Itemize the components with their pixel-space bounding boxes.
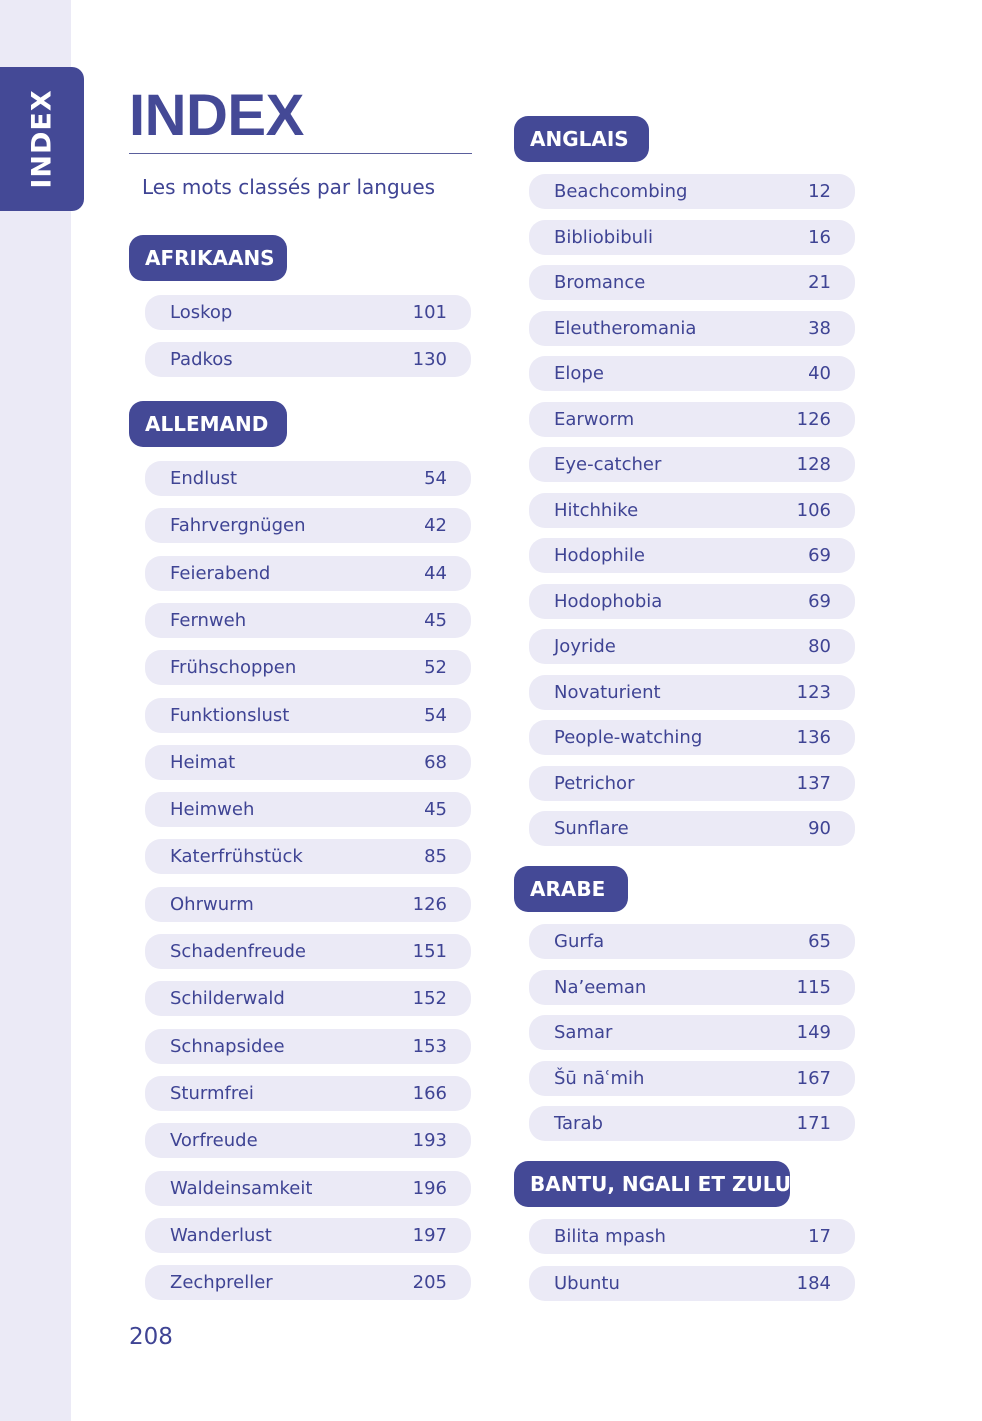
- entry-page-number: 65: [808, 931, 831, 952]
- entry-page-number: 128: [796, 454, 831, 475]
- entry-page-number: 45: [424, 799, 447, 821]
- page-subtitle: Les mots classés par langues: [142, 175, 436, 199]
- entry-page-number: 101: [412, 302, 447, 323]
- index-entry: [145, 792, 471, 827]
- entry-page-number: 90: [808, 818, 831, 839]
- page-number: 208: [129, 1324, 173, 1350]
- entry-page-number: 193: [412, 1130, 447, 1152]
- index-entry: [529, 1061, 855, 1096]
- entry-page-number: 45: [424, 609, 447, 631]
- entry-word: Zechpreller: [170, 1272, 273, 1294]
- index-entry: [529, 1106, 855, 1141]
- entry-word: Šū nāʿmih: [554, 1067, 645, 1089]
- entry-page-number: 126: [412, 893, 447, 915]
- entry-word: Loskop: [170, 302, 233, 323]
- index-entry: [529, 811, 855, 846]
- index-entry: [529, 1266, 855, 1301]
- entry-page-number: 166: [412, 1082, 447, 1104]
- index-entry: [145, 698, 471, 733]
- index-entry: [145, 603, 471, 638]
- index-entry: [529, 447, 855, 482]
- index-entry: [529, 220, 855, 255]
- index-entry: [145, 1171, 471, 1206]
- entry-page-number: 40: [808, 363, 831, 384]
- entry-page-number: 171: [796, 1113, 831, 1134]
- entry-word: Fernweh: [170, 609, 247, 631]
- entry-word: Feierabend: [170, 562, 271, 584]
- index-entry: [529, 584, 855, 619]
- index-entry: [145, 745, 471, 780]
- entry-word: Schnapsidee: [170, 1035, 285, 1057]
- entry-word: Wanderlust: [170, 1224, 272, 1246]
- index-entry: [145, 508, 471, 543]
- index-entry: [529, 924, 855, 959]
- index-entry: [145, 1265, 471, 1300]
- entry-word: Earworm: [554, 408, 635, 430]
- entry-page-number: 21: [808, 272, 831, 293]
- index-entry: [145, 934, 471, 969]
- entry-word: Bilita mpash: [554, 1226, 666, 1247]
- section-heading-arabe: ARABE: [514, 866, 628, 912]
- entry-word: Samar: [554, 1022, 613, 1043]
- entry-word: Waldeinsamkeit: [170, 1177, 313, 1199]
- entry-word: Funktionslust: [170, 704, 290, 726]
- index-entry: [145, 1029, 471, 1064]
- index-entry: [529, 174, 855, 209]
- entry-word: Novaturient: [554, 681, 661, 703]
- entry-word: Katerfrühstück: [170, 846, 303, 868]
- entry-word: Heimat: [170, 751, 236, 773]
- entry-page-number: 115: [796, 976, 831, 998]
- entry-word: Heimweh: [170, 799, 255, 821]
- section-heading-allemand: ALLEMAND: [129, 401, 287, 447]
- entry-word: Hitchhike: [554, 499, 639, 521]
- entry-word: Sturmfrei: [170, 1082, 254, 1104]
- index-entry: [145, 342, 471, 377]
- entry-page-number: 54: [424, 704, 447, 726]
- entry-word: Hodophile: [554, 545, 645, 566]
- index-entry: [529, 675, 855, 710]
- entry-page-number: 42: [424, 515, 447, 537]
- entry-page-number: 196: [412, 1177, 447, 1199]
- entry-word: Na’eeman: [554, 976, 647, 998]
- title-divider: [129, 153, 472, 154]
- entry-word: Ohrwurm: [170, 893, 254, 915]
- entry-word: Fahrvergnügen: [170, 515, 306, 537]
- entry-page-number: 184: [796, 1273, 831, 1294]
- index-entry: [529, 493, 855, 528]
- entry-page-number: 12: [808, 181, 831, 202]
- entry-word: Sunflare: [554, 818, 629, 839]
- index-entry: [529, 1015, 855, 1050]
- index-entry: [145, 1218, 471, 1253]
- entry-page-number: 106: [796, 499, 831, 521]
- entry-word: Padkos: [170, 349, 233, 370]
- entry-word: Petrichor: [554, 772, 635, 794]
- entry-page-number: 80: [808, 636, 831, 657]
- entry-word: Schadenfreude: [170, 941, 306, 962]
- index-entry: [529, 629, 855, 664]
- entry-page-number: 85: [424, 846, 447, 868]
- index-entry: [145, 295, 471, 330]
- page-margin-strip: [0, 0, 71, 1421]
- entry-word: Bibliobibuli: [554, 226, 654, 248]
- index-entry: [145, 1123, 471, 1158]
- entry-word: Beachcombing: [554, 181, 688, 202]
- entry-page-number: 130: [412, 349, 447, 370]
- index-entry: [529, 265, 855, 300]
- entry-page-number: 152: [412, 988, 447, 1010]
- entry-word: Gurfa: [554, 931, 605, 952]
- section-heading-bantu-ngali-zulu: BANTU, NGALI ET ZULU: [514, 1161, 790, 1207]
- entry-page-number: 44: [424, 562, 447, 584]
- entry-page-number: 126: [796, 408, 831, 430]
- entry-page-number: 54: [424, 468, 447, 489]
- index-entry: [145, 887, 471, 922]
- page-title: INDEX: [129, 83, 304, 148]
- index-entry: [529, 720, 855, 755]
- entry-word: Elope: [554, 363, 604, 384]
- entry-word: Tarab: [554, 1113, 603, 1134]
- entry-word: Ubuntu: [554, 1273, 620, 1294]
- entry-word: Joyride: [554, 636, 616, 657]
- entry-page-number: 149: [796, 1022, 831, 1043]
- entry-page-number: 167: [796, 1067, 831, 1089]
- entry-page-number: 153: [412, 1035, 447, 1057]
- index-entry: [529, 766, 855, 801]
- entry-page-number: 123: [796, 681, 831, 703]
- entry-page-number: 16: [808, 226, 831, 248]
- entry-word: Frühschoppen: [170, 657, 297, 679]
- entry-page-number: 151: [412, 941, 447, 962]
- index-entry: [529, 402, 855, 437]
- index-entry: [529, 1219, 855, 1254]
- side-tab-label: INDEX: [26, 89, 58, 189]
- section-heading-afrikaans: AFRIKAANS: [129, 235, 287, 281]
- section-heading-anglais: ANGLAIS: [514, 116, 649, 162]
- entry-page-number: 137: [796, 772, 831, 794]
- entry-word: Endlust: [170, 468, 238, 489]
- index-entry: [145, 556, 471, 591]
- entry-word: Eye-catcher: [554, 454, 662, 475]
- entry-word: Bromance: [554, 272, 646, 293]
- entry-page-number: 69: [808, 545, 831, 566]
- index-entry: [529, 970, 855, 1005]
- entry-page-number: 69: [808, 590, 831, 612]
- entry-page-number: 136: [796, 727, 831, 748]
- index-entry: [145, 839, 471, 874]
- entry-word: Vorfreude: [170, 1130, 258, 1152]
- index-entry: [529, 538, 855, 573]
- entry-word: Hodophobia: [554, 590, 663, 612]
- index-entry: [145, 981, 471, 1016]
- entry-word: Eleutheromania: [554, 317, 697, 339]
- entry-page-number: 197: [412, 1224, 447, 1246]
- entry-page-number: 68: [424, 751, 447, 773]
- entry-page-number: 205: [412, 1272, 447, 1294]
- entry-page-number: 38: [808, 317, 831, 339]
- index-entry: [145, 1076, 471, 1111]
- index-entry: [145, 461, 471, 496]
- index-entry: [529, 311, 855, 346]
- entry-page-number: 17: [808, 1226, 831, 1247]
- index-entry: [145, 650, 471, 685]
- index-entry: [529, 356, 855, 391]
- entry-word: Schilderwald: [170, 988, 285, 1010]
- entry-page-number: 52: [424, 657, 447, 679]
- entry-word: People-watching: [554, 727, 703, 748]
